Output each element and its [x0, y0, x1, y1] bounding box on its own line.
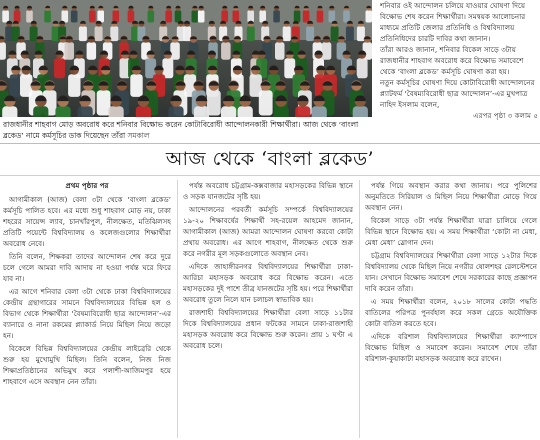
body-paragraph: আগামীকাল (আজ) বেলা ৩টা থেকে ‘বাংলা ব্লকেড’ কর্মসূচি পালিত হবে। এর মধ্যে শুধু শাহবাগ মোড় নয়, ঢাকা শহরের সায়েন্স ল্যাব, চানখাঁরপুল, নীলক্ষেত, মতিঝিলসহ প্রতিটি পয়েন্টে বিশ্ববিদ্যালয় ও কলেজগুলোর শিক্ষার্থীরা অবরোধ নেবে।	[3, 195, 171, 248]
right-paragraph: নতুন কর্মসূচির ঘোষণা দিয়ে কোটাবিরোধী আন্দোলনের প্ল্যাটফর্ম ‘বৈষম্যবিরোধী ছাত্র আন্দোলন’-এর মুখপাত্র নাহিদ ইসলাম বলেন,	[380, 78, 535, 109]
column-separator	[177, 180, 178, 438]
column-separator	[359, 180, 360, 438]
photo-caption	[3, 119, 373, 141]
body-paragraph: এদিকে জাহাঙ্গীরনগর বিশ্ববিদ্যালয়ের শিক্ষার্থীরা ঢাকা-আরিচা মহাসড়ক অবরোধ করে বিক্ষোভ করেন। এতে মহাসড়কের দুই পাশে তীব্র যানজটের সৃষ্টি হয়। পরে শিক্ষার্থীরা অবরোধ তুলে নিলে যান চলাচল স্বাভাবিক হয়।	[183, 262, 353, 304]
body-paragraph: তিনি বলেন, শিক্ষকরা তাদের আন্দোলন শেষ করে দুরে চলে গেলে আমরা দাবি আদায় না হওয়া পর্যন্ত ঘরে ফিরে যাব না।	[3, 252, 171, 283]
right-column	[380, 0, 538, 140]
divider	[0, 175, 540, 176]
body-paragraph: এদিকে বরিশাল বিশ্ববিদ্যালয়ের শিক্ষার্থীরা ক্যাম্পাসে বিক্ষোভ মিছিল ও সমাবেশ করেন। সমাবেশ শেষে তাঁরা বরিশাল-কুয়াকাটা মহাসড়ক অবরোধ করে রাখেন।	[365, 332, 537, 363]
continuation-note: এরপর পৃষ্ঠা ৩ কলাম ৫	[473, 111, 538, 120]
body-paragraph: এর আগে শনিবার বেলা ৩টা থেকে ঢাকা বিশ্ববিদ্যালয়ের কেন্দ্রীয় গ্রন্থাগারের সামনে বিশ্ববিদ্যালয়ের বিভিন্ন হল ও বিভাগ থেকে শিক্ষার্থীরা ‘বৈষম্যবিরোধী ছাত্র আন্দোলন’-এর ব্যানারে ও নানা রকমের প্ল্যাকার্ড নিয়ে মিছিল নিয়ে জড়ো হন।	[3, 287, 171, 340]
body-paragraph: আন্দোলনের পরবর্তী কর্মসূচি সম্পর্কে বিশ্ববিদ্যালয়ের ১৯-২০ শিক্ষাবর্ষের শিক্ষার্থী সহ-রয়েল আহমেদ জানান, আগামীকাল (আজ) আমরা আন্দোলন ঘোষণা করবো কোটা প্রথায় অবরোধ। এর আগে শাহবাগ, নীলক্ষেত থেকে শুরু করে নগরীর মূল সড়কগুলোতে অবস্থান নেব।	[183, 205, 353, 258]
divider	[0, 143, 540, 144]
body-column-3	[365, 180, 537, 438]
right-paragraph: শনিবার ওই আন্দোলন চলিয়ে যাওয়ার ঘোষণা দিয়ে বিক্ষোভ শেষ করেন শিক্ষার্থীরা। সমন্বয়ক আলোচনার মাধ্যমে প্রতিটি জেলার প্রতিনিধি ও বিশ্ববিদ্যালয় প্রতিনিধিদের চারটি দাবির কথা জানান।	[380, 1, 526, 43]
body-column-2	[183, 180, 353, 438]
body-paragraph: পর্যন্ত অবরোধ চট্টগ্রাম-কক্সবাজার মহাসড়কের বিভিন্ন স্থানে ও সড়ক যানজটের সৃষ্টি হয়।	[183, 181, 353, 201]
continued-from-label: প্রথম পৃষ্ঠার পর	[65, 181, 109, 190]
body-paragraph: পর্যন্ত গিয়ে অবস্থান করার কথা জানায়। পরে পুলিশের অনুমতিতে সিরিয়াল ও মিছিল নিয়ে শিক্ষার্থীরা মোড়ে গিয়ে অবস্থান নেন।	[365, 181, 537, 212]
right-paragraph: তাঁরা আরও জানান, শনিবার বিকেল সাড়ে ৩টায় রাজধানীর শাহবাগ অবরোধ করে বিক্ষোভ সমাবেশে থেকে ‘বাংলা ব্লকেড’ কর্মসূচি ঘোষণা করা হয়।	[380, 45, 524, 76]
body-paragraph: চট্টগ্রাম বিশ্ববিদ্যালয়ের শিক্ষার্থীরা বেলা সাড়ে ১২টার দিকে বিশ্ববিদ্যালয় থেকে মিছিল নিয়ে নগরীর ষোলশহর রেলস্টেশনে যান। সেখানে বিক্ষোভ সমাবেশ শেষে সরকারের কাছে প্রজ্ঞাপন দাবি করেন তাঁরা।	[365, 251, 537, 293]
caption-credit: সমকাল	[127, 131, 150, 140]
body-paragraph: বিকেল সাড়ে ৩টা পর্যন্ত শিক্ষার্থীরা যাত্রা চালিয়ে গেলে বিভিন্ন স্থানে বিক্ষোভ হয়। এ সময় শিক্ষার্থীরা ‘কোটা না মেধা, মেধা মেধা’ স্লোগান দেন।	[365, 216, 537, 247]
caption-text: রাজধানীর শাহবাগ মোড় অবরোধ করে শনিবার বিক্ষোভ করেন কোটাবিরোধী আন্দোলনকারী শিক্ষার্থীরা। আজ থেকে ‘বাংলা ব্লকেড’ নামে কর্মসূচির ডাক দিয়েছেন তাঁরা	[3, 120, 359, 140]
body-paragraph: এ সময় শিক্ষার্থীরা বলেন, ২০১৮ সালের কোটা পদ্ধতি বাতিলের পরিপত্র পুনর্বহাল করে সকল গ্রেডে অযৌক্তিক কোটা বাতিল করতে হবে।	[365, 297, 537, 328]
crowd-image	[0, 0, 372, 117]
body-column-1	[3, 180, 171, 438]
body-paragraph: বিকেলে বিভিন্ন বিশ্ববিদ্যালয়ের কেন্দ্রীয় লাইব্রেরি থেকে শুরু হয় মুখোমুখি মিছিল। তিনি বলেন, নিজ নিজ শিক্ষাপ্রতিষ্ঠানের অভিমুখ করে পলাশী-আজিমপুর হয়ে শাহবাগে এসে অবস্থান নেন তাঁরা।	[3, 344, 171, 386]
protest-photo	[0, 0, 372, 117]
body-paragraph: রাজশাহী বিশ্ববিদ্যালয়ের শিক্ষার্থীরা বেলা সাড়ে ১১টার দিকে বিশ্ববিদ্যালয়ের প্রধান ফটকের সামনে ঢাকা-রাজশাহী মহাসড়ক অবরোধ করে বিক্ষোভ শুরু করেন। প্রায় ১ ঘণ্টা এ অবরোধ চলে।	[183, 308, 353, 350]
article-headline: আজ থেকে ‘বাংলা ব্লকেড’	[165, 148, 375, 170]
